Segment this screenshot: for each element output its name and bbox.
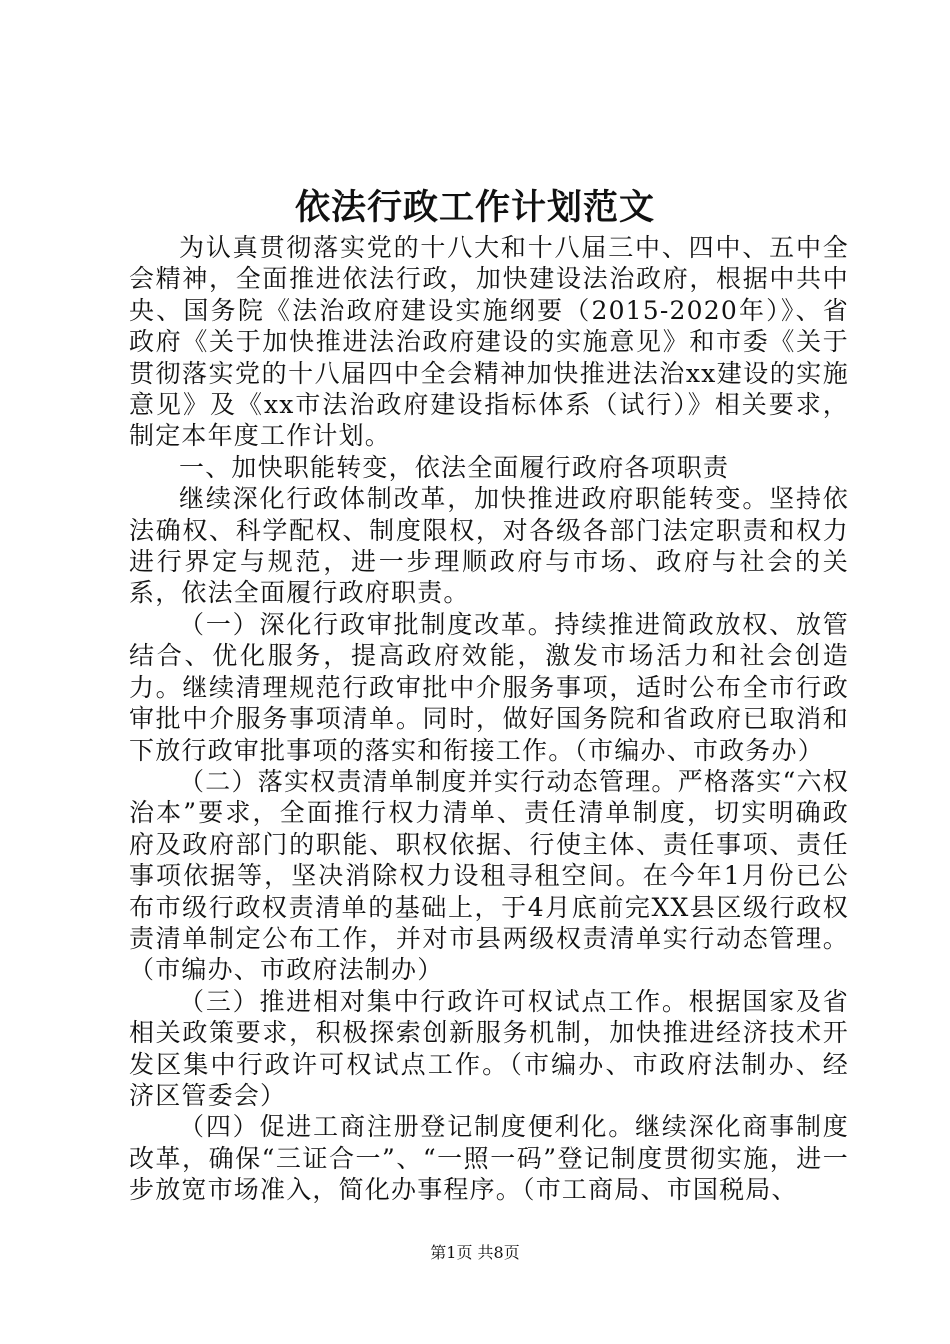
section-heading-1: 一、加快职能转变，依法全面履行政府各项职责 <box>179 452 730 482</box>
intro-paragraph: 为认真贯彻落实党的十八大和十八届三中、四中、五中全会精神，全面推进依法行政，加快建设法治政府，根据中共中央、国务院《法治政府建设实施纲要（2015-2020年）》、省政府《关于加快推进法治政府建设的实施意见》和市委《关于贯彻落实党的十八届四中全会精神加快推进法治xx建设的实施意见》及《xx市法治政府建设指标体系（试行）》相关要求，制定本年度工作计划。 <box>129 233 849 451</box>
page-footer: 第1页 共8页 <box>430 1243 520 1262</box>
document-title: 依法行政工作计划范文 <box>294 187 655 228</box>
item-3-paragraph: （三）推进相对集中行政许可权试点工作。根据国家及省相关政策要求，积极探索创新服务机制，加快推进经济技术开发区集中行政许可权试点工作。（市编办、市政府法制办、经济区管委会） <box>129 986 849 1110</box>
section-1-paragraph: 继续深化行政体制改革，加快推进政府职能转变。坚持依法确权、科学配权、制度限权，对各级各部门法定职责和权力进行界定与规范，进一步理顺政府与市场、政府与社会的关系，依法全面履行政府职责。 <box>129 484 849 608</box>
item-4-paragraph: （四）促进工商注册登记制度便利化。继续深化商事制度改革，确保“三证合一”、“一照一码”登记制度贯彻实施，进一步放宽市场准入，简化办事程序。（市工商局、市国税局、 <box>129 1112 849 1205</box>
document-body <box>129 232 849 1206</box>
item-1-paragraph: （一）深化行政审批制度改革。持续推进简政放权、放管结合、优化服务，提高政府效能，激发市场活力和社会创造力。继续清理规范行政审批中介服务事项，适时公布全市行政审批中介服务事项清单。同时，做好国务院和省政府已取消和下放行政审批事项的落实和衔接工作。（市编办、市政务办） <box>129 609 849 765</box>
item-2-paragraph: （二）落实权责清单制度并实行动态管理。严格落实“六权治本”要求，全面推行权力清单、责任清单制度，切实明确政府及政府部门的职能、职权依据、行使主体、责任事项、责任事项依据等，坚决消除权力设租寻租空间。在今年1月份已公布市级行政权责清单的基础上，于4月底前完XX县区级行政权责清单制定公布工作，并对市县两级权责清单实行动态管理。（市编办、市政府法制办） <box>129 766 849 985</box>
